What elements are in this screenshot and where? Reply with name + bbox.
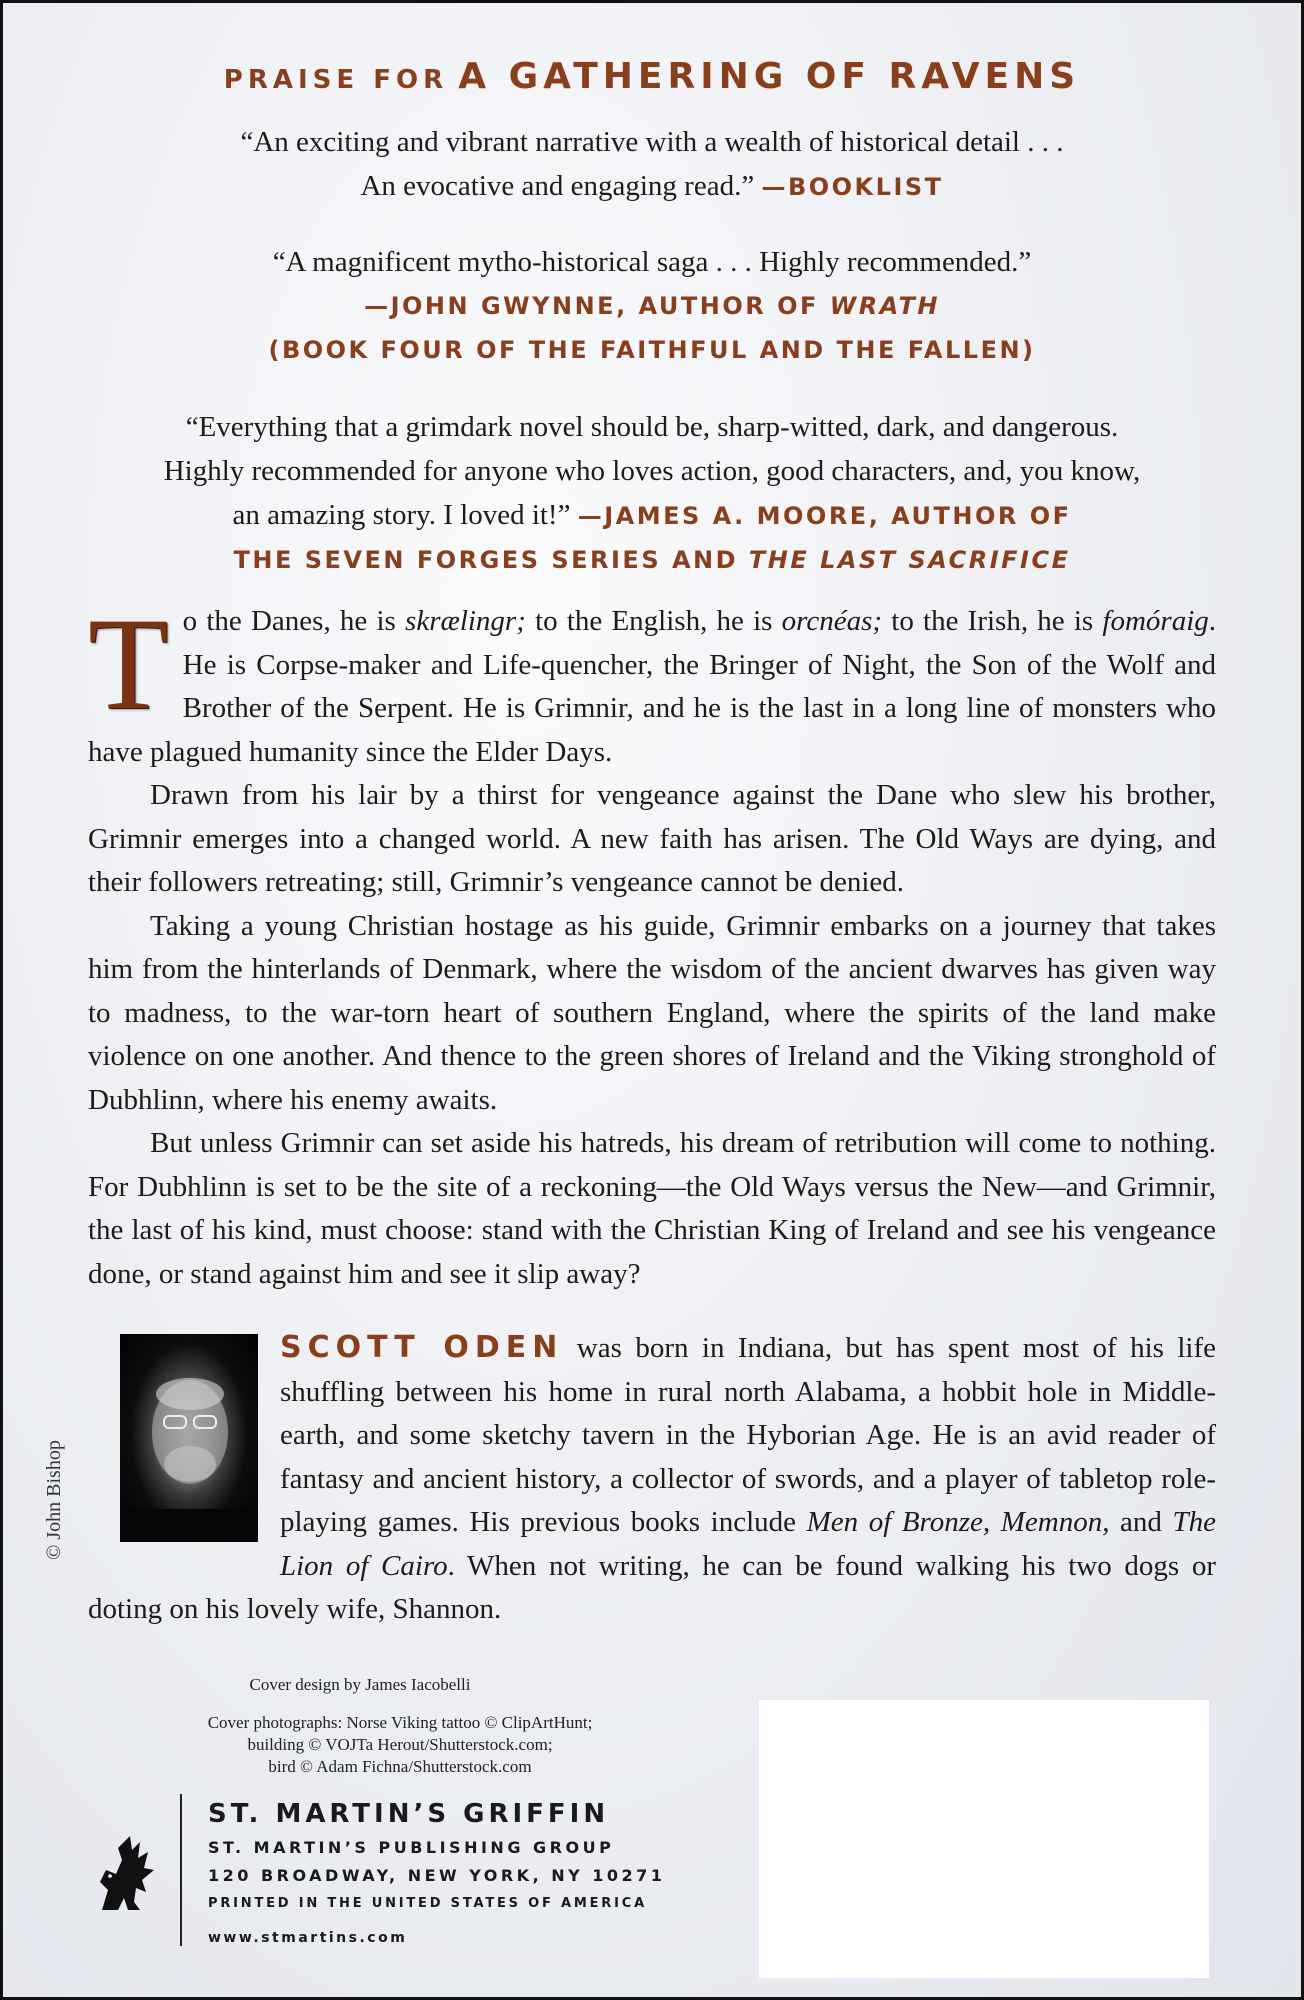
text-run: o the Danes, he is <box>182 605 406 637</box>
quote-attribution-line2 <box>60 538 1244 582</box>
quote-text: an amazing story. I loved it!” <box>232 499 571 531</box>
printed-in: PRINTED IN THE UNITED STATES OF AMERICA <box>208 1896 647 1911</box>
attribution-book-title: WRATH <box>829 292 940 320</box>
review-quote-3 <box>60 405 1244 582</box>
quote-text: An evocative and engaging read.” <box>360 170 755 202</box>
text-run: to the English, he is <box>525 605 782 637</box>
quote-text-line <box>60 493 1244 538</box>
review-quote-2 <box>60 240 1244 372</box>
description-paragraph-4: But unless Grimnir can set aside his hatreds, his dream of retribution will come to nothing. For Dubhlinn is set to be the site of a reckoning—the Old Ways versus the New—and Grimnir, the last of his kind, must choose: stand with the Christian King of Ireland and see his vengeance done, or stand against him and see it slip away? <box>88 1127 1216 1290</box>
italic-book-title: The Lion of Cairo <box>280 1506 1216 1582</box>
author-photo <box>120 1334 258 1542</box>
attribution-book-title: THE LAST SACRIFICE <box>748 546 1071 574</box>
quote-text-line: “Everything that a grimdark novel should be, sharp-witted, dark, and dangerous. <box>185 411 1119 443</box>
publisher-group: ST. MARTIN’S PUBLISHING GROUP <box>208 1838 615 1857</box>
griffin-logo-icon <box>88 1830 160 1918</box>
italic-term: orcnéas; <box>781 605 883 637</box>
barcode-area <box>759 1700 1209 1978</box>
description-paragraph-2: Drawn from his lair by a thirst for vengeance against the Dane who slew his brother, Grimnir emerges into a changed world. A new faith has arisen. The Old Ways are dying, and their followers retreating; still, Grimnir’s vengeance cannot be denied. <box>88 779 1216 898</box>
quote-attribution: —JAMES A. MOORE, AUTHOR OF <box>577 502 1072 530</box>
praise-header <box>0 56 1304 97</box>
credit-line: bird © Adam Fichna/Shutterstock.com <box>268 1757 532 1776</box>
book-description <box>88 590 1216 1296</box>
publisher-block <box>180 1794 665 1946</box>
attribution-prefix: —JOHN GWYNNE, AUTHOR OF <box>364 292 819 320</box>
publisher-address: 120 BROADWAY, NEW YORK, NY 10271 <box>208 1866 666 1885</box>
attribution-prefix: THE SEVEN FORGES SERIES AND <box>233 546 739 574</box>
quote-text-line <box>60 164 1244 209</box>
cover-design-credit: Cover design by James Iacobelli <box>249 1675 471 1694</box>
quote-text-line: Highly recommended for anyone who loves action, good characters, and, you know, <box>163 455 1141 487</box>
quote-text-line: “A magnificent mytho-historical saga . . . Highly recommended.” <box>272 246 1032 278</box>
italic-term: skrælingr; <box>405 605 526 637</box>
text-run: was born in Indiana, but has spent most of his life shuffling between his home in rural north Alabama, a hobbit hole in Middle-earth, and some sketchy tavern in the Hyborian Age. He is an avid reader of fantasy and ancient history, a collector of swords, and a player of tabletop role-playing games. His previous books include <box>280 1332 1216 1538</box>
photo-credit: © John Bishop <box>43 1440 65 1560</box>
text-run: . He is Corpse-maker and Life-quencher, the Bringer of Night, the Son of the Wolf and Brother of the Serpent. He is Grimnir, and he is the last in a long line of monsters who have plagued humanity since the Elder Days. <box>88 605 1216 768</box>
praise-for-label: PRAISE FOR <box>223 65 449 95</box>
credit-line: building © VOJTa Herout/Shutterstock.com; <box>247 1735 553 1754</box>
quote-attribution-line2: (BOOK FOUR OF THE FAITHFUL AND THE FALLEN) <box>268 336 1036 364</box>
review-quote-1 <box>60 120 1244 209</box>
cover-photo-credits <box>160 1712 640 1778</box>
quote-text-line: “An exciting and vibrant narrative with a wealth of historical detail . . . <box>240 126 1064 158</box>
description-paragraph-3: Taking a young Christian hostage as his guide, Grimnir embarks on a journey that takes him from the hinterlands of Denmark, where the wisdom of the ancient dwarves has given way to madness, to the war-torn heart of southern England, where the spirits of the land make violence on one another. And thence to the green shores of Ireland and the Viking stronghold of Dubhlinn, where his enemy awaits. <box>88 909 1216 1116</box>
credit-line: Cover photographs: Norse Viking tattoo © ClipArtHunt; <box>207 1713 593 1732</box>
italic-book-title: Men of Bronze, Memnon, <box>806 1506 1110 1538</box>
author-bio <box>88 1326 1216 1632</box>
book-title: A GATHERING OF RAVENS <box>458 56 1081 97</box>
drop-cap: T <box>88 590 169 737</box>
description-paragraph-1 <box>88 590 1216 774</box>
italic-term: fomóraig <box>1102 605 1209 637</box>
author-portrait-image <box>120 1334 258 1542</box>
text-run: and <box>1109 1506 1173 1538</box>
quote-attribution <box>60 284 1244 328</box>
quote-attribution: —BOOKLIST <box>761 173 944 201</box>
author-name: SCOTT ODEN <box>280 1330 564 1365</box>
text-run: to the Irish, he is <box>882 605 1103 637</box>
publisher-name: ST. MARTIN’S GRIFFIN <box>208 1799 610 1829</box>
publisher-url[interactable]: www.stmartins.com <box>208 1930 408 1946</box>
text-run: . When not writing, he can be found walking his two dogs or doting on his lovely wife, Shannon. <box>88 1549 1216 1625</box>
